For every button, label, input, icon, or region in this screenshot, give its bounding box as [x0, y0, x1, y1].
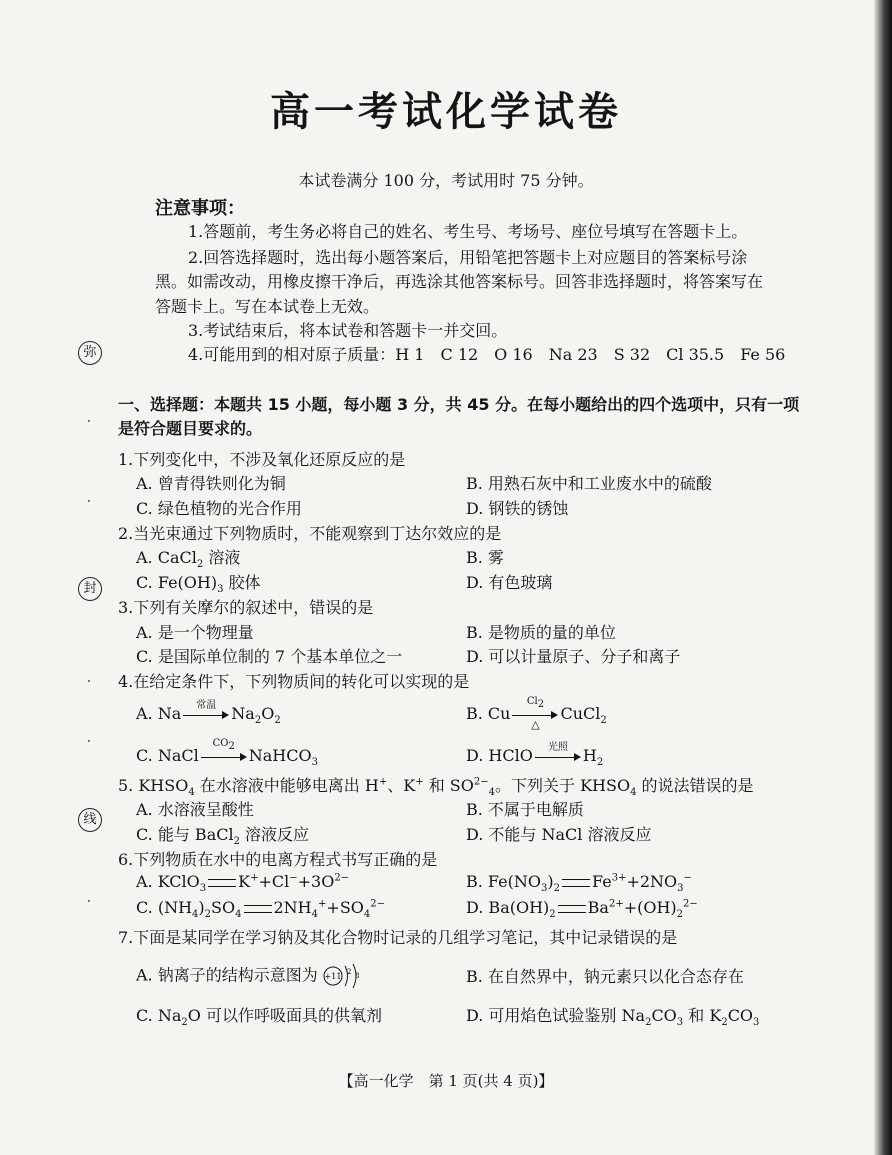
equals-sign: [244, 905, 272, 913]
question-6-stem: 6.下列物质在水中的电离方程式书写正确的是: [118, 850, 438, 869]
note-line: 3.考试结束后，将本试卷和答题卡一并交回。: [188, 321, 508, 340]
q6-option-c: C. $(NH_4)_2SO_4$ $2NH_4^++SO_4^{2-}$: [136, 898, 386, 921]
q2-option-b: B. 雾: [466, 548, 504, 567]
q7-option-a: A. 钠离子的结构示意图为 +11 2 8: [136, 962, 361, 990]
reaction-arrow: $CO_2$: [201, 750, 247, 764]
binding-mark-xian: 线: [78, 808, 102, 832]
q4-option-a: A. Na 常温 $Na_2O_2$: [136, 699, 281, 727]
question-3-stem: 3.下列有关摩尔的叙述中，错误的是: [118, 598, 374, 617]
binding-dot: [88, 900, 90, 902]
q4-option-b: B. Cu $Cl_2$ △ CuCl$_2$: [466, 695, 607, 731]
q5-option-a: A. 水溶液呈酸性: [136, 800, 254, 819]
shell-2-electrons: 8: [354, 972, 360, 980]
q1-option-a: A. 曾青得铁则化为铜: [136, 474, 286, 493]
q2-option-d: D. 有色玻璃: [466, 573, 553, 592]
note-line: 4.可能用到的相对原子质量：H 1 C 12 O 16 Na 23 S 32 Cl 35.5 Fe 56: [188, 345, 786, 364]
q7-option-c: C. $Na_2O$ 可以作呼吸面具的供氧剂: [136, 1006, 382, 1029]
note-line: 黑。如需改动，用橡皮擦干净后，再选涂其他答案标号。回答非选择题时，将答案写在: [155, 272, 764, 291]
exam-info: 本试卷满分 100 分，考试用时 75 分钟。: [298, 171, 594, 190]
nucleus-charge: +11: [324, 972, 342, 981]
note-line: 1.答题前，考生务必将自己的姓名、考生号、考场号、座位号填写在答题卡上。: [188, 222, 748, 241]
q7-option-d: D. 可用焰色试验鉴别 $Na_2CO_3$ 和 $K_2CO_3$: [466, 1006, 760, 1029]
page-footer: 【高一化学 第 1 页(共 4 页)】: [338, 1072, 554, 1090]
equals-sign: [208, 879, 236, 887]
reaction-arrow: $Cl_2$ △: [512, 708, 558, 722]
question-5-stem: 5. $KHSO_4$ 在水溶液中能够电离出 H+、K+ 和 $SO^{2-}_4$。下列关于 $KHSO_4$ 的说法错误的是: [118, 776, 754, 799]
q5-option-d: D. 不能与 NaCl 溶液反应: [466, 825, 652, 844]
q3-option-b: B. 是物质的量的单位: [466, 623, 616, 642]
reaction-arrow: 光照: [535, 750, 581, 764]
q2-option-c: C. $Fe(OH)_3$ 胶体: [136, 573, 261, 596]
note-line: 2.回答选择题时，选出每小题答案后，用铅笔把答题卡上对应题目的答案标号涂: [188, 248, 748, 267]
q1-option-c: C. 绿色植物的光合作用: [136, 499, 302, 518]
shell-1-electrons: 2: [346, 968, 352, 976]
q7-option-b: B. 在自然界中，钠元素只以化合态存在: [466, 967, 744, 986]
q3-option-d: D. 可以计量原子、分子和离子: [466, 647, 681, 666]
binding-dot: [88, 680, 90, 682]
binding-dot: [88, 420, 90, 422]
equals-sign: [562, 879, 590, 887]
notes-heading: 注意事项：: [155, 198, 245, 219]
q1-option-b: B. 用熟石灰中和工业废水中的硫酸: [466, 474, 712, 493]
q1-option-d: D. 钢铁的锈蚀: [466, 499, 569, 518]
q5-option-b: B. 不属于电解质: [466, 800, 584, 819]
q6-option-a: A. KClO$_3$ $K^++Cl^-+3O^{2-}$: [136, 872, 350, 895]
q4-option-c: C. NaCl $CO_2$ NaHCO$_3$: [136, 737, 318, 769]
question-4-stem: 4.在给定条件下，下列物质间的转化可以实现的是: [118, 672, 470, 691]
page-title: 高一考试化学试卷: [270, 89, 622, 135]
note-line: 答题卡上。写在本试卷上无效。: [155, 297, 380, 316]
q2-option-a: A. CaCl$_2$ 溶液: [136, 548, 241, 571]
question-7-stem: 7.下面是某同学在学习钠及其化合物时记录的几组学习笔记，其中记录错误的是: [118, 928, 678, 947]
section-heading: 一、选择题：本题共 15 小题，每小题 3 分，共 45 分。在每小题给出的四个选项中，只有一项是符合题目要求的。: [118, 395, 800, 438]
q4-option-d: D. HClO 光照 $H_2$: [466, 741, 604, 769]
q5-option-c: C. 能与 BaCl$_2$ 溶液反应: [136, 825, 310, 848]
equals-sign: [558, 905, 586, 913]
sodium-ion-structure-diagram: [323, 962, 361, 990]
binding-mark-mi: 弥: [78, 341, 102, 365]
question-2-stem: 2.当光束通过下列物质时，不能观察到丁达尔效应的是: [118, 524, 502, 543]
binding-dot: [88, 500, 90, 502]
binding-mark-feng: 封: [78, 577, 102, 601]
q6-option-d: D. $Ba(OH)_2$ $Ba^{2+}+(OH)_2^{2-}$: [466, 898, 698, 921]
q3-option-c: C. 是国际单位制的 7 个基本单位之一: [136, 647, 403, 666]
reaction-arrow: 常温: [183, 708, 229, 722]
q3-option-a: A. 是一个物理量: [136, 623, 254, 642]
binding-dot: [88, 740, 90, 742]
question-1-stem: 1.下列变化中，不涉及氧化还原反应的是: [118, 450, 406, 469]
q6-option-b: B. $Fe(NO_3)_2$ $Fe^{3+}+2NO_3^-$: [466, 872, 692, 895]
